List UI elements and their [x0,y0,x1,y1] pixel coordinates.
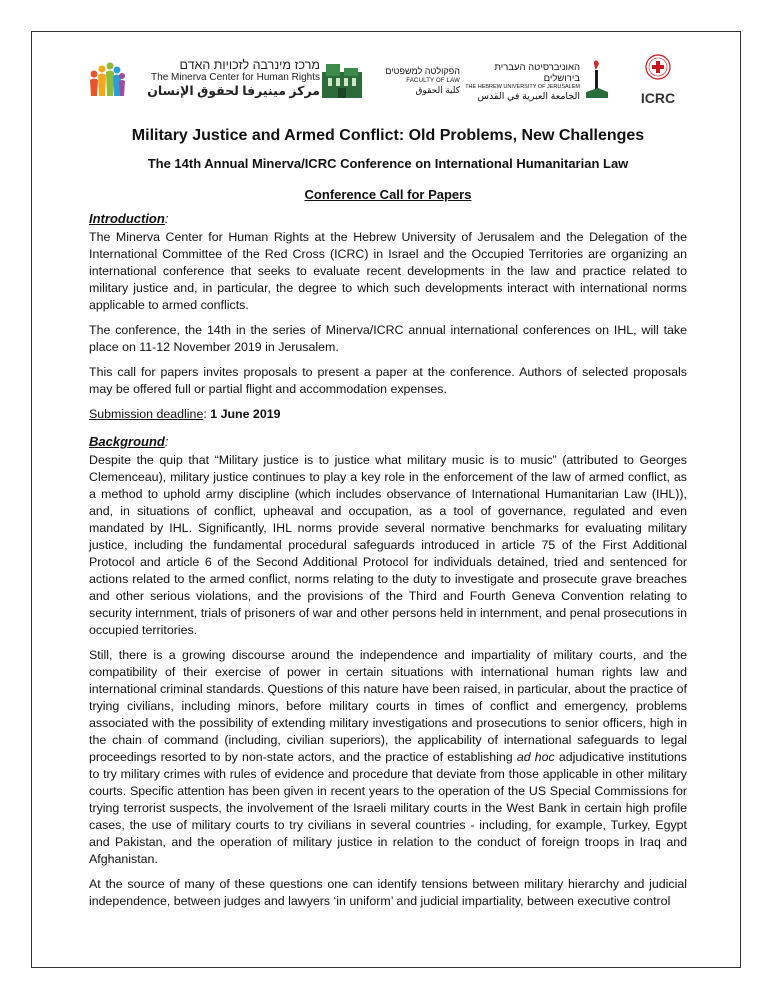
minerva-english-name: The Minerva Center for Human Rights [151,72,320,83]
deadline-value: 1 June 2019 [210,407,281,421]
ad-hoc-italic: ad hoc [516,750,555,764]
document-subtitle: The 14th Annual Minerva/ICRC Conference on International Humanitarian Law [147,156,629,171]
hebrew-university-logo [460,58,610,104]
background-text: adjudicative institutions to try military crimes with rules of evidence and procedure that deviate from those applicable in other military courts. Specific attention has been given in recent years to the operation of the US Special Commissions for trying terrorist suspects, the involvement of the Israeli military courts in the West Bank in certain high profile cases, the use of military courts to try civilians in several countries - including, for example, Turkey, Egypt and Pakistan, and the operation of military justice in relation to the conduct of foreign troops in Iraq and Afghanistan. [89,750,687,866]
background-heading-text: Background [89,434,165,449]
background-colon: : [164,434,169,449]
red-cross-emblem-icon [645,54,671,80]
university-emblem-icon [584,58,610,100]
background-paragraph [89,647,687,868]
building-icon [322,60,362,98]
intro-paragraph: The conference, the 14th in the series of Minerva/ICRC annual international conferences on IHL, will take place on 11-12 November 2019 in Jerusalem. [89,323,687,354]
faculty-english-name: FACULTY OF LAW [406,78,460,84]
minerva-hebrew-name: מרכז מינרבה לזכויות האדם [179,58,320,72]
document-body [89,126,687,918]
document-title: Military Justice and Armed Conflict: Old Problems, New Challenges [131,127,645,144]
minerva-arabic-name: مركز مينيرفا لحقوق الإنسان [147,84,320,98]
submission-deadline [89,406,687,423]
university-hebrew-name: האוניברסיטה העברית בירושלים [494,62,580,84]
introduction-heading [89,210,687,227]
call-for-papers-heading: Conference Call for Papers [304,187,472,202]
minerva-people-icon [88,60,126,100]
faculty-arabic-name: كلية الحقوق [415,85,460,95]
faculty-hebrew-name: הפקולטה למשפטים [385,66,460,76]
university-arabic-name: الجامعة العبرية في القدس [477,91,580,102]
introduction-colon: : [164,211,169,226]
background-paragraph: Despite the quip that “Military justice is to justice what military music is to music” (attributed to Georges Clemenceau), military justice continues to play a key role in the enforcement of the law of armed conflict, as a method to uphold army discipline (which includes observance of International Humanitarian Law (IHL)), and, in situations of conflict, upheaval and occupation, as a tool of governance, regulated and even mandated by IHL. Significantly, IHL norms provide several normative benchmarks for evaluating military justice, including the fundamental procedural safeguards introduced in article 75 of the First Additional Protocol and article 6 of the Second Additional Protocol for individuals detained, tried and sentenced for actions related to the armed conflict, norms relating to the duty to investigate and prosecute grave breaches and other serious violations, and the provisions of the Third and Fourth Geneva Convention relating to security internment, trials of prisoners of war and other persons held in internment, and penal prosecutions in occupied territories. [89,453,687,637]
logo-header [88,54,688,110]
introduction-heading-text: Introduction [89,211,165,226]
background-paragraph: At the source of many of these questions one can identify tensions between military hierarchy and judicial independence, between judges and lawyers ‘in uniform’ and judicial impartiality, between executive control [89,877,687,908]
deadline-label: Submission deadline [89,407,204,421]
intro-paragraph: This call for papers invites proposals to present a paper at the conference. Authors of selected proposals may be offered full or partial flight and accommodation expenses. [89,365,687,396]
intro-paragraph: The Minerva Center for Human Rights at the Hebrew University of Jerusalem and the Delegation of the International Committee of the Red Cross (ICRC) in Israel and the Occupied Territories are organizing an international conference that seeks to evaluate recent developments in the law and practice related to military justice and, in particular, the degree to which such developments interact with international norms applicable to armed conflicts. [89,230,687,312]
background-heading [89,433,687,450]
background-text: Still, there is a growing discourse around the independence and impartiality of military courts, and the compatibility of their exercise of power in certain situations with international human rights law and international criminal standards. Questions of this nature have been raised, in particular, about the practice of trying civilians, including minors, before military courts in times of conflict and emergency, problems associated with the possibility of extending military investigations and prosecutions to senior officers, high in the chain of command (including, civilian superiors), the applicability of international safeguards to legal proceedings resorted to by non-state actors, and the practice of establishing [89,648,687,764]
deadline-separator: : [203,407,211,421]
icrc-label: ICRC [640,90,676,106]
faculty-of-law-logo [322,60,462,106]
minerva-center-logo [88,58,320,104]
university-english-name: THE HEBREW UNIVERSITY OF JERUSALEM [465,84,580,90]
icrc-logo [636,54,680,106]
